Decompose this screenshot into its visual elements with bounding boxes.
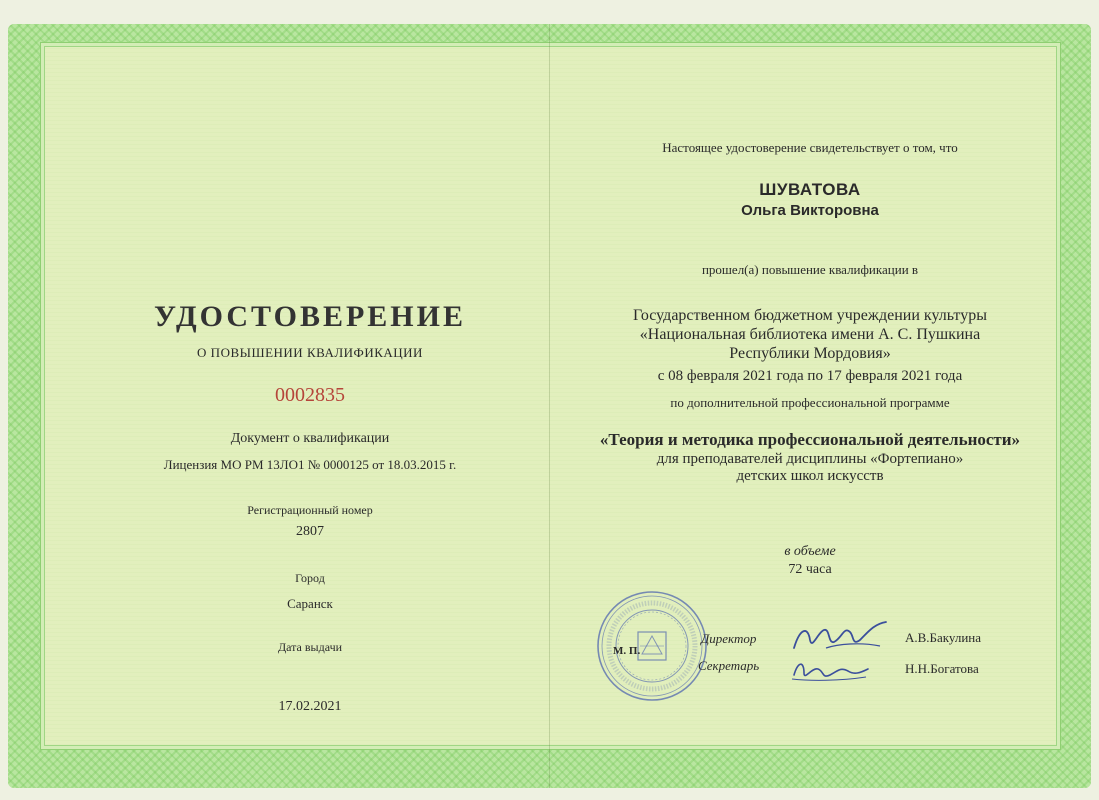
- institution-line-1: Государственном бюджетном учреждении культуры: [633, 307, 987, 324]
- city-label: Город: [295, 571, 325, 585]
- director-name: А.В.Бакулина: [905, 630, 982, 645]
- certificate-subtitle: О ПОВЫШЕНИИ КВАЛИФИКАЦИИ: [197, 345, 423, 360]
- passed-text: прошел(а) повышение квалификации в: [701, 262, 919, 277]
- certifies-text: Настоящее удостоверение свидетельствует о том, что: [662, 140, 958, 155]
- registration-number: 2807: [296, 524, 324, 539]
- program-label: по дополнительной профессиональной программе: [670, 395, 950, 410]
- certificate-title: УДОСТОВЕРЕНИЕ: [154, 300, 466, 333]
- program-audience-1: для преподавателей дисциплины «Фортепиано»: [656, 451, 964, 467]
- city-value: Саранск: [287, 596, 333, 611]
- program-title: «Теория и методика профессиональной деятельности»: [599, 430, 1021, 449]
- issue-date-label: Дата выдачи: [277, 640, 343, 654]
- program-audience-2: детских школ искусств: [736, 468, 884, 484]
- holder-names: Ольга Викторовна: [741, 202, 879, 219]
- volume-label: в объеме: [784, 544, 836, 559]
- secretary-name: Н.Н.Богатова: [905, 661, 979, 676]
- certificate-number: 0002835: [275, 384, 345, 406]
- institution-line-3: Республики Мордовия»: [729, 345, 891, 362]
- secretary-role: Секретарь: [698, 658, 760, 673]
- license-info: Лицензия МО РМ 13ЛО1 № 0000125 от 18.03.2015 г.: [163, 457, 457, 472]
- center-fold: [549, 24, 550, 788]
- director-role: Директор: [701, 631, 757, 646]
- training-dates: с 08 февраля 2021 года по 17 февраля 2021 года: [657, 368, 963, 384]
- issue-date: 17.02.2021: [278, 699, 342, 714]
- institution-line-2: «Национальная библиотека имени А. С. Пушкина: [639, 326, 981, 343]
- holder-surname: ШУВАТОВА: [759, 180, 861, 199]
- volume-value: 72 часа: [788, 562, 832, 577]
- document-type: Документ о квалификации: [230, 431, 390, 446]
- stamp-place-label: М. П.: [613, 645, 641, 657]
- secretary-signature: [790, 655, 870, 685]
- director-signature: [790, 618, 890, 658]
- registration-label: Регистрационный номер: [247, 503, 373, 517]
